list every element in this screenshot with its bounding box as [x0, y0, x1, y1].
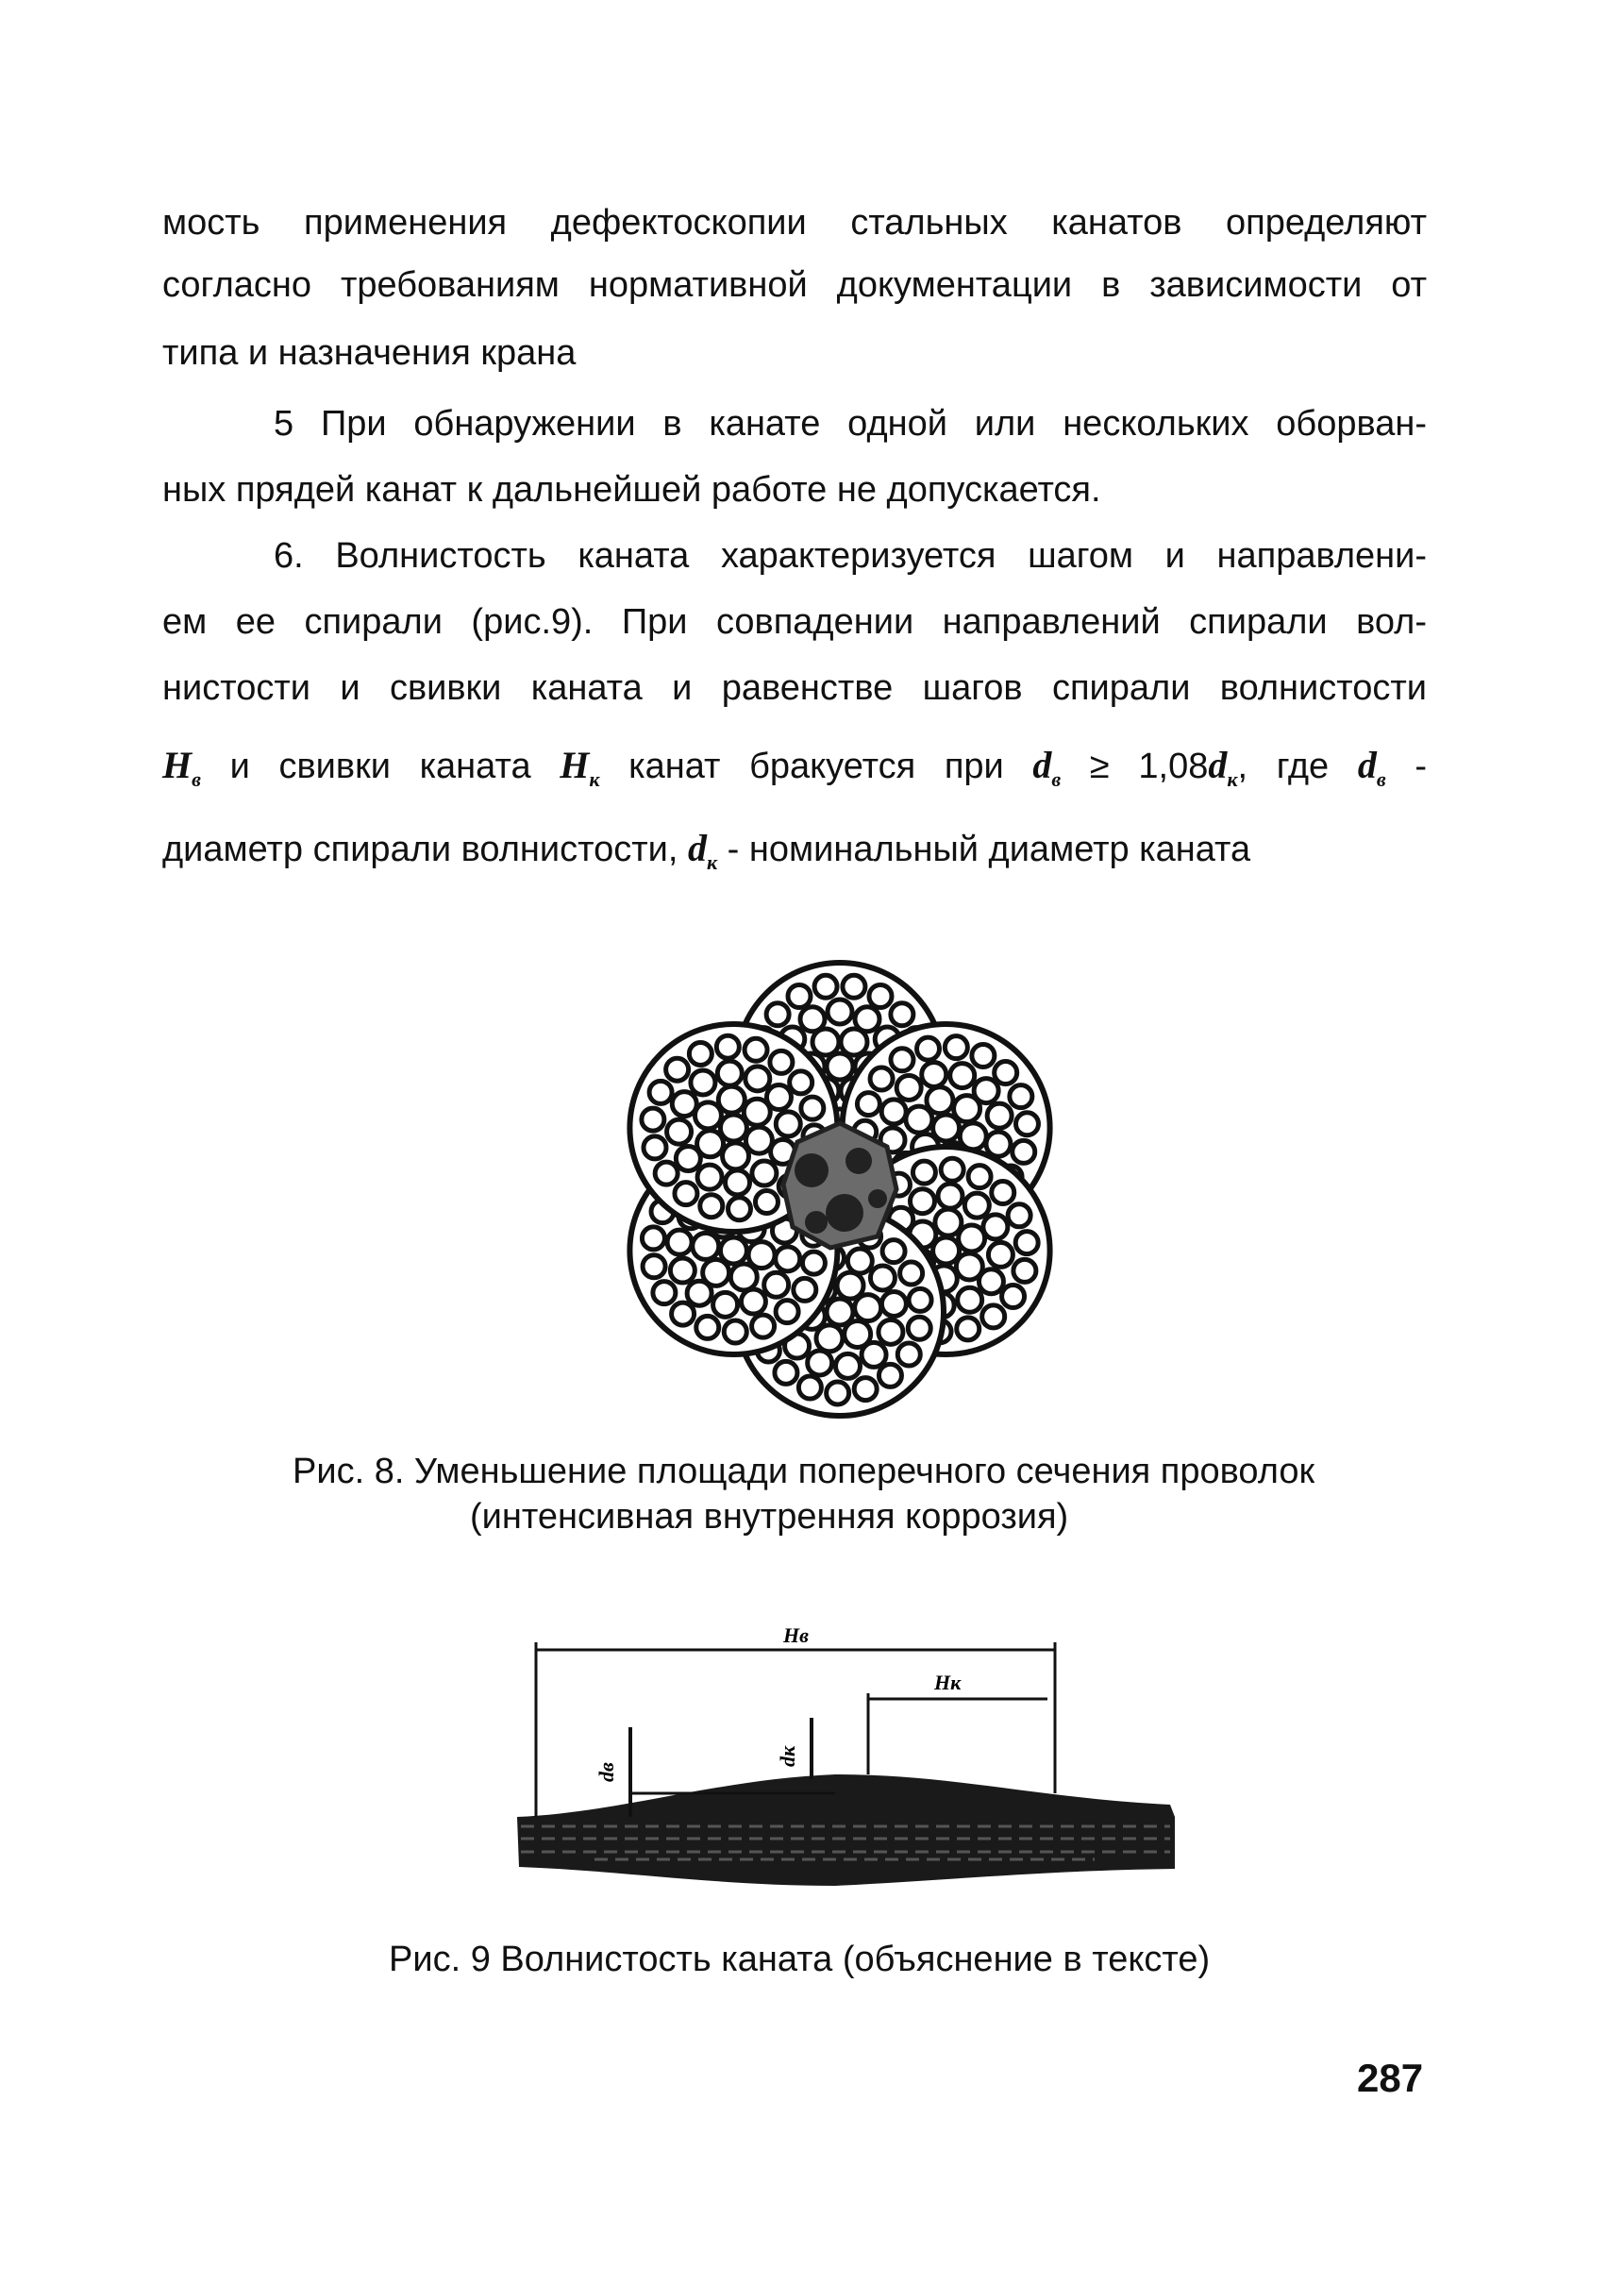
text-span: канат бракуется при	[599, 747, 1033, 786]
figure8-caption-line2: (интенсивная внутренняя коррозия)	[470, 1497, 1069, 1537]
text-line: 5 При обнаружении в канате одной или нескольких оборван-	[274, 404, 1427, 444]
hv-label: Hв	[783, 1623, 809, 1647]
rope-cross-section-figure	[604, 953, 1076, 1425]
hk-label: Hк	[934, 1671, 962, 1694]
corrosion-spot	[845, 1148, 872, 1174]
text-line: нистости и свивки каната и равенстве шагов спирали волнистости	[162, 668, 1427, 708]
figure8-caption-line1: Рис. 8. Уменьшение площади поперечного сечения проволок	[293, 1452, 1315, 1491]
symbol-dk: $d_к$	[687, 827, 718, 874]
text-line: 6. Волнистость каната характеризуется шагом и направлени-	[274, 536, 1427, 576]
symbol-Hv: $H_в$	[162, 744, 201, 791]
symbol-dk: $d_к$	[1208, 744, 1238, 791]
text-line: ных прядей канат к дальнейшей работе не допускается.	[162, 470, 1101, 510]
corrosion-spot	[826, 1194, 863, 1232]
rope-waviness-figure	[510, 1623, 1189, 1907]
text-span: , где	[1237, 747, 1358, 786]
figure9-caption: Рис. 9 Волнистость каната (объяснение в тексте)	[389, 1940, 1211, 1979]
page-number: 287	[1357, 2056, 1424, 2100]
text-line	[162, 826, 1250, 885]
text-span: ≥ 1,08	[1061, 747, 1209, 786]
text-span: и свивки каната	[200, 747, 561, 786]
formula-line	[162, 743, 1427, 802]
text-line: согласно требованиям нормативной документации в зависимости от	[162, 265, 1427, 305]
text-line: ем ее спирали (рис.9). При совпадении направлений спирали вол-	[162, 602, 1427, 642]
text-span: - номинальный диаметр каната	[717, 830, 1251, 869]
dk-label: dк	[776, 1745, 799, 1767]
text-line: типа и назначения крана	[162, 333, 577, 373]
corrosion-spot	[805, 1211, 828, 1234]
symbol-dv: $d_в$	[1357, 744, 1386, 791]
symbol-Hk: $H_к$	[560, 744, 600, 791]
symbol-dv: $d_в$	[1032, 744, 1062, 791]
rope-body	[517, 1774, 1175, 1886]
text-line: мость применения дефектоскопии стальных канатов определяют	[162, 203, 1427, 243]
text-span: диаметр спирали волнистости,	[162, 830, 688, 869]
dv-label: dв	[594, 1762, 618, 1782]
corrosion-spot	[795, 1153, 829, 1187]
corrosion-spot	[868, 1189, 887, 1208]
text-span: -	[1385, 747, 1427, 786]
